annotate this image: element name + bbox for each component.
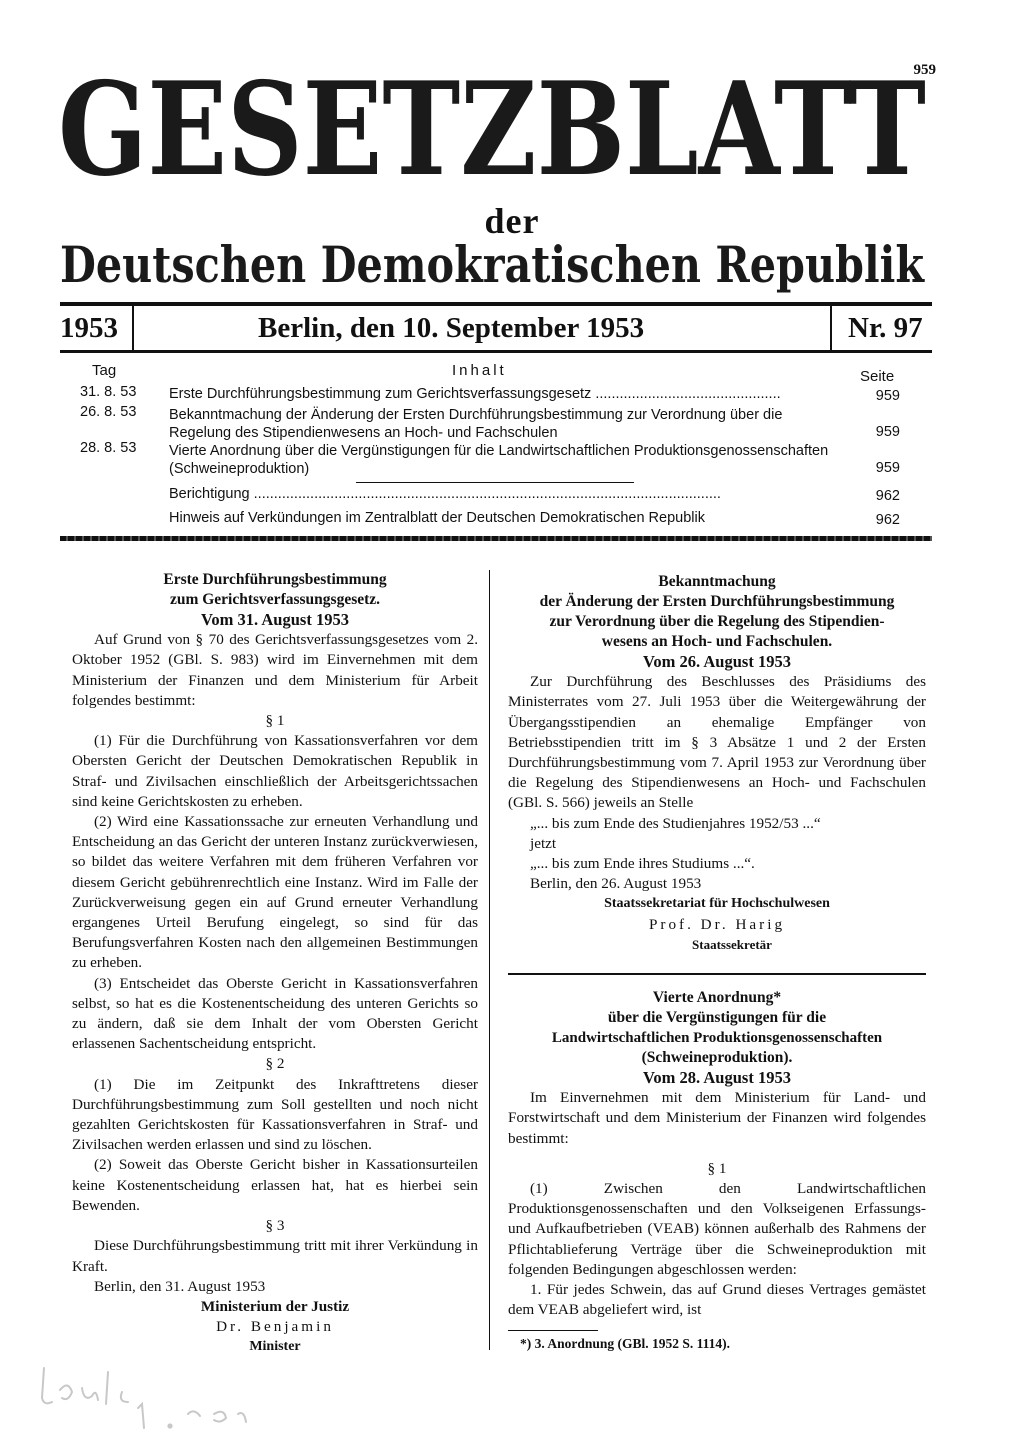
- right1-jetzt: jetzt: [530, 834, 557, 852]
- toc-entry-text: Vierte Anordnung über die Vergünstigungen für die Landwirtschaftlichen Produktionsgenossenschaften (Schweineproduktion): [169, 443, 829, 477]
- right2-p2: (1) Zwischen den Landwirtschaftlichen Produktionsgenossenschaften und den Volkseigenen Erfassungs- und Aufkaufbetrieben (VEAB) können außerhalb des Rahmens der Pflichtablieferung Verträge über die Schweineproduktion mit folgenden Bedingungen abgeschlossen werden:: [508, 1180, 926, 1278]
- toc-entry[interactable]: [169, 510, 829, 526]
- toc-entry-date: 28. 8. 53: [80, 440, 137, 456]
- column-divider: [489, 570, 490, 1350]
- right1-heading-line-2: der Änderung der Ersten Durchführungsbestimmung: [539, 593, 895, 610]
- right2-item-1: 1. Für jedes Schwein, das auf Grund dieses Vertrages gemästet dem VEAB abgeliefert wird, ist: [508, 1281, 926, 1319]
- left-role: Minister: [249, 1339, 301, 1355]
- toc-entry[interactable]: Erste Durchführungsbestimmung zum Gerichtsverfassungsgesetz ..............................................: [169, 386, 781, 402]
- right-column-notice: [508, 572, 926, 955]
- toc-entry-date: 31. 8. 53: [80, 384, 137, 400]
- left-vom: Vom 31. August 1953: [201, 610, 349, 629]
- issue-year: 1953: [60, 312, 118, 344]
- right2-heading-line-2: über die Vergünstigungen für die: [607, 1009, 827, 1026]
- right1-heading-line-1: Bekanntmachung: [658, 573, 776, 590]
- issue-date: Berlin, den 10. September 1953: [258, 312, 645, 344]
- left-section-2: § 2: [265, 1055, 285, 1073]
- toc-entry-text: Hinweis auf Verkündungen im Zentralblatt der Deutschen Demokratischen Republik: [169, 510, 705, 526]
- right1-signatory: Prof. Dr. Harig: [648, 915, 786, 933]
- toc-entry[interactable]: Berichtigung ....................................................................................................................: [169, 486, 721, 502]
- right1-quote-2: „... bis zum Ende ihres Studiums ...“.: [530, 855, 755, 873]
- left-s2-p1: (1) Die im Zeitpunkt des Inkrafttretens dieser Durchführungsbestimmung zum Soll gestellten und noch nicht gezahlten Gerichtskosten für Kassationsverfahren in Straf- und Zivilsachen werden erlassen und sind zu löschen.: [72, 1075, 478, 1154]
- right-column-order: [508, 988, 926, 1320]
- masthead-title-text: GESETZBLATT: [58, 78, 926, 186]
- header-rule-bottom: [60, 350, 932, 353]
- left-s2-p2: (2) Soweit das Oberste Gericht bisher in Kassationsurteilen keine Kostenentscheidung erlassen hat, hat es hierbei sein Bewenden.: [72, 1156, 478, 1214]
- toc-entry-date: 26. 8. 53: [80, 404, 137, 420]
- masthead-republic-text: Deutschen Demokratischen Republik: [60, 240, 926, 294]
- toc-entry-page: 962: [875, 488, 900, 504]
- right1-heading-line-4: wesens an Hoch- und Fachschulen.: [601, 633, 833, 650]
- page-number: 959: [913, 62, 936, 78]
- left-column: [72, 570, 478, 1358]
- right2-heading-line-4: (Schweineproduktion).: [641, 1049, 793, 1066]
- right-column-separator: [508, 973, 926, 975]
- left-s3-p1: Diese Durchführungsbestimmung tritt mit ihrer Verkündung in Kraft.: [72, 1237, 478, 1275]
- left-place-date: Berlin, den 31. August 1953: [94, 1277, 266, 1295]
- masthead-der: der: [484, 201, 540, 241]
- masthead-title: [58, 78, 930, 186]
- right2-vom: Vom 28. August 1953: [643, 1068, 791, 1087]
- right1-vom: Vom 26. August 1953: [643, 652, 791, 671]
- left-signatory: Dr. Benjamin: [216, 1318, 334, 1336]
- left-section-3: § 3: [265, 1217, 285, 1235]
- left-heading-line-1: Erste Durchführungsbestimmung: [163, 571, 387, 588]
- toc-entry-text: Berichtigung: [169, 486, 250, 502]
- left-ministry: Ministerium der Justiz: [200, 1297, 350, 1315]
- toc-entry-page: 959: [875, 388, 900, 404]
- toc-separator: [356, 482, 634, 483]
- issue-number: Nr. 97: [848, 312, 923, 344]
- right1-role: Staatssekretär: [692, 936, 772, 952]
- right2-p1: Im Einvernehmen mit dem Ministerium für Land- und Forstwirtschaft und dem Ministerium der Finanzen wird folgendes bestimmt:: [508, 1089, 926, 1147]
- footnote: *) 3. Anordnung (GBl. 1952 S. 1114).: [520, 1336, 731, 1351]
- toc-bottom-rule: [60, 536, 932, 541]
- toc-entry-text: Erste Durchführungsbestimmung zum Gerichtsverfassungsgesetz: [169, 386, 592, 402]
- right2-heading-line-3: Landwirtschaftlichen Produktionsgenossenschaften: [551, 1030, 883, 1046]
- header-divider-right: [830, 306, 832, 350]
- toc-seite-label: Seite: [860, 368, 895, 385]
- header-rule-top: [60, 302, 932, 306]
- left-s1-p1: (1) Für die Durchführung von Kassationsverfahren vor dem Obersten Gericht der Deutschen Demokratischen Republik in Straf- und Zivilsachen einschließlich der Arbeitsgerichtssachen sind keine Gerichtskosten zu erheben.: [72, 732, 478, 810]
- handwritten-pencil-marks: [38, 1358, 298, 1438]
- right1-quote-1: „... bis zum Ende des Studienjahres 1952/53 ...“: [530, 814, 821, 832]
- right1-office: Staatssekretariat für Hochschulwesen: [604, 896, 830, 912]
- toc-tag-label: Tag: [92, 362, 117, 379]
- toc-inhalt-label: Inhalt: [452, 362, 507, 379]
- toc-entry-page: 962: [875, 512, 900, 528]
- toc-entry-text: Bekanntmachung der Änderung der Ersten Durchführungsbestimmung zur Verordnung über die Regelung des Stipendienwesens an Hoch- und Fachschulen: [169, 407, 783, 441]
- right2-heading-line-1: Vierte Anordnung*: [652, 989, 782, 1006]
- right1-p1: Zur Durchführung des Beschlusses des Präsidiums des Ministerrates vom 27. Juli 1953 über die Weitergewährung der Übergangsstipendien an ehemalige Empfänger von Betriebsstipendien tritt im § 3 Absätze 1 und 2 der Ersten Durchführungsbestimmung vom 7. April 1953 zur Verordnung über die Regelung des Stipendienwesens an Hoch- und Fachschulen (GBl. S. 566) jeweils an Stelle: [508, 673, 926, 812]
- left-s1-p3: (3) Entscheidet das Oberste Gericht in Kassationsverfahren selbst, so hat es die Kostenentscheidung des unteren Gerichts so zu ändern, daß sie dem Inhalt der vom Obersten Gericht erlassenen Sachentscheidung entspricht.: [72, 974, 478, 1053]
- masthead-republic: [58, 240, 930, 294]
- toc-entry[interactable]: [169, 406, 829, 442]
- toc-entry[interactable]: [169, 442, 829, 478]
- toc-entry-page: 959: [875, 460, 900, 476]
- right2-section-1: § 1: [707, 1159, 727, 1177]
- left-section-1: § 1: [265, 712, 285, 730]
- right1-place-date: Berlin, den 26. August 1953: [530, 875, 702, 893]
- toc-entry-page: 959: [875, 424, 900, 440]
- header-divider-left: [132, 306, 134, 350]
- footnote-rule: [508, 1330, 598, 1331]
- left-s1-p2: (2) Wird eine Kassationssache zur erneuten Verhandlung und Entscheidung an das Gericht der unteren Instanz zurückverwiesen, so bildet das weitere Verfahren mit dem früheren Verfahren vor diesem Gericht gebührenrechtlich eine Instanz. Wird im Falle der Zurückverweisung gegen ein auf Grund erneuter Verhandlung ergangenes Urteil Berufung eingelegt, so sind für das Berufungsverfahren Kosten nach den allgemeinen Bestimmungen zu erheben.: [72, 813, 478, 972]
- left-intro: Auf Grund von § 70 des Gerichtsverfassungsgesetzes vom 2. Oktober 1952 (GBl. S. 983) wird im Einvernehmen mit dem Ministerium der Finanzen und dem Ministerium für Arbeit folgendes bestimmt:: [72, 631, 478, 709]
- right1-heading-line-3: zur Verordnung über die Regelung des Stipendien-: [549, 613, 885, 630]
- left-heading-line-2: zum Gerichtsverfassungsgesetz.: [169, 591, 381, 608]
